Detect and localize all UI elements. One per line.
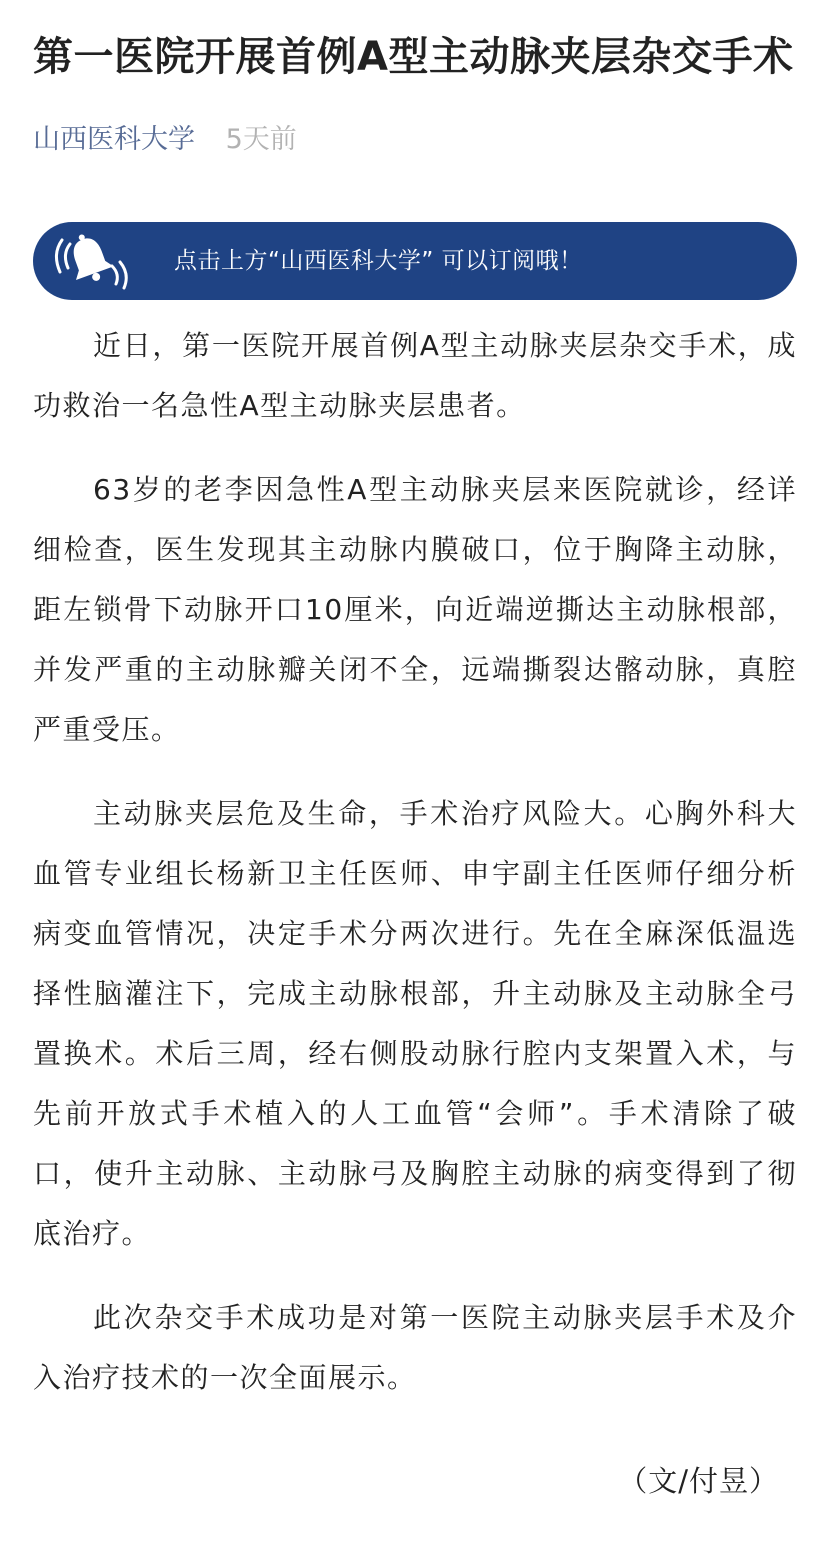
banner-text: 点击上方“山西医科大学” 可以订阅哦！ — [174, 248, 583, 274]
article — [33, 0, 797, 1506]
paragraph-1: 近日，第一医院开展首例A型主动脉夹层杂交手术，成功救治一名急性A型主动脉夹层患者。 — [33, 329, 797, 422]
paragraph-4: 此次杂交手术成功是对第一医院主动脉夹层手术及介入治疗技术的一次全面展示。 — [33, 1301, 797, 1394]
article-meta — [33, 120, 797, 160]
bell-icon — [50, 230, 130, 292]
publish-time: 5天前 — [225, 124, 297, 155]
byline: （文/付昱） — [618, 1464, 779, 1498]
article-title: 第一医院开展首例A型主动脉夹层杂交手术 — [33, 34, 794, 80]
subscribe-banner[interactable] — [33, 222, 797, 300]
paragraph-3: 主动脉夹层危及生命，手术治疗风险大。心胸外科大血管专业组长杨新卫主任医师、申宇副主任医师仔细分析病变血管情况，决定手术分两次进行。先在全麻深低温选择性脑灌注下，完成主动脉根部，升主动脉及主动脉全弓置换术。术后三周，经右侧股动脉行腔内支架置入术，与先前开放式手术植入的人工血管“会师”。手术清除了破口，使升主动脉、主动脉弓及胸腔主动脉的病变得到了彻底治疗。 — [33, 797, 797, 1250]
author-link[interactable]: 山西医科大学 — [33, 124, 195, 155]
paragraph-2: 63岁的老李因急性A型主动脉夹层来医院就诊，经详细检查，医生发现其主动脉内膜破口，位于胸降主动脉，距左锁骨下动脉开口10厘米，向近端逆撕达主动脉根部，并发严重的主动脉瓣关闭不全，远端撕裂达髂动脉，真腔严重受压。 — [33, 473, 797, 746]
